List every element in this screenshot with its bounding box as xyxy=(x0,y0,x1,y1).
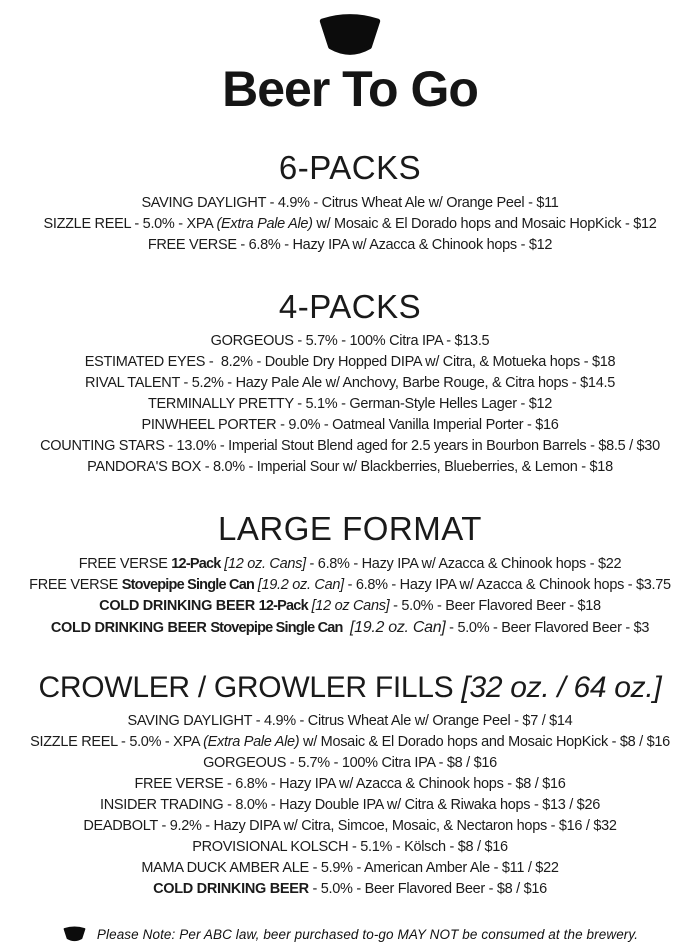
menu-item xyxy=(10,617,690,639)
menu-item-segment: FREE VERSE - 6.8% - Hazy IPA w/ Azacca & Chinook hops - $12 xyxy=(147,236,553,253)
menu-item-segment: - 6.8% - Hazy IPA w/ Azacca & Chinook hops - $3.75 xyxy=(343,576,671,593)
footer-note-text: Please Note: Per ABC law, beer purchased to-go MAY NOT be consumed at the brewery. xyxy=(96,926,639,942)
menu-item-segment: FREE VERSE xyxy=(78,555,172,572)
menu-item xyxy=(10,837,690,858)
menu-item-segment: GORGEOUS - 5.7% - 100% Citra IPA - $8 / $16 xyxy=(203,755,497,772)
menu-section-large-format xyxy=(10,511,690,639)
menu-item-segment: COLD DRINKING BEER xyxy=(99,597,255,614)
menu-item-segment: (Extra Pale Ale) xyxy=(216,215,313,232)
menu-item-segment: 12-Pack xyxy=(258,597,308,614)
menu-item-segment: SIZZLE REEL - 5.0% - XPA xyxy=(43,215,217,232)
menu-header xyxy=(10,10,690,117)
menu-item-segment: TERMINALLY PRETTY - 5.1% - German-Style Helles Lager - $12 xyxy=(147,396,553,413)
menu-item-segment: [12 oz. Cans] xyxy=(224,555,306,572)
cask-icon xyxy=(62,925,87,943)
page-title: Beer To Go xyxy=(222,61,478,117)
menu-item xyxy=(10,373,690,394)
menu-item-segment: INSIDER TRADING - 8.0% - Hazy Double IPA w/ Citra & Riwaka hops - $13 / $26 xyxy=(100,797,600,814)
menu-section-6-packs xyxy=(10,150,690,256)
menu-item-segment: COLD DRINKING BEER xyxy=(50,619,207,636)
menu-item-segment: SIZZLE REEL - 5.0% - XPA xyxy=(30,734,204,751)
menu-item-segment: [19.2 oz. Can] xyxy=(257,576,344,593)
menu-item xyxy=(10,753,690,774)
menu-item-segment: COLD DRINKING BEER xyxy=(153,881,309,898)
menu-item-segment: w/ Mosaic & El Dorado hops and Mosaic HopKick - $8 / $16 xyxy=(299,734,670,751)
menu-sections xyxy=(10,150,690,900)
menu-item-segment: COUNTING STARS - 13.0% - Imperial Stout Blend aged for 2.5 years in Bourbon Barrels - $8.5 / $30 xyxy=(40,438,660,455)
menu-item xyxy=(10,858,690,879)
menu-item-segment: - 5.0% - Beer Flavored Beer - $8 / $16 xyxy=(308,881,547,898)
menu-item-segment: SAVING DAYLIGHT - 4.9% - Citrus Wheat Ale w/ Orange Peel - $7 / $14 xyxy=(127,713,573,730)
menu-item xyxy=(10,214,690,235)
menu-item xyxy=(10,711,690,732)
section-heading-text: 6-PACKS xyxy=(278,149,422,186)
menu-item-segment: - 5.0% - Beer Flavored Beer - $3 xyxy=(445,619,650,636)
menu-item xyxy=(10,575,690,596)
menu-section-crowler-growler-fills xyxy=(10,672,690,900)
menu-item-segment: PANDORA'S BOX - 8.0% - Imperial Sour w/ Blackberries, Blueberries, & Lemon - $18 xyxy=(87,459,613,476)
menu-item-segment: [19.2 oz. Can] xyxy=(350,618,446,636)
menu-item xyxy=(10,732,690,753)
menu-item-segment: ESTIMATED EYES - 8.2% - Double Dry Hopped DIPA w/ Citra, & Motueka hops - $18 xyxy=(84,354,616,371)
section-heading xyxy=(10,511,690,547)
menu-item xyxy=(10,394,690,415)
menu-item-segment: 12-Pack xyxy=(171,555,221,572)
section-heading-text: 4-PACKS xyxy=(278,287,422,325)
menu-item-segment: Stovepipe Single Can xyxy=(210,619,343,636)
menu-item-segment: FREE VERSE xyxy=(29,576,122,593)
menu-item xyxy=(10,554,690,575)
section-heading-text: CROWLER / GROWLER FILLS xyxy=(38,670,454,704)
menu-item-segment: (Extra Pale Ale) xyxy=(203,734,300,751)
menu-section-4-packs xyxy=(10,289,690,479)
menu-item xyxy=(10,795,690,816)
menu-item-segment: w/ Mosaic & El Dorado hops and Mosaic HopKick - $12 xyxy=(312,215,657,232)
section-heading-note: [32 oz. / 64 oz.] xyxy=(453,670,662,704)
menu-item xyxy=(10,596,690,617)
section-heading xyxy=(10,289,690,325)
menu-item-segment xyxy=(343,620,350,636)
section-heading xyxy=(10,672,690,704)
menu-item-segment: DEADBOLT - 9.2% - Hazy DIPA w/ Citra, Simcoe, Mosaic, & Nectaron hops - $16 / $32 xyxy=(83,818,617,835)
menu-item-segment: - 6.8% - Hazy IPA w/ Azacca & Chinook hops - $22 xyxy=(305,555,622,572)
menu-item xyxy=(10,816,690,837)
menu-item-segment: PINWHEEL PORTER - 9.0% - Oatmeal Vanilla Imperial Porter - $16 xyxy=(141,417,559,434)
menu-item-segment: MAMA DUCK AMBER ALE - 5.9% - American Amber Ale - $11 / $22 xyxy=(141,860,559,877)
menu-item xyxy=(10,235,690,256)
menu-item xyxy=(10,331,690,352)
footer-note xyxy=(10,925,690,943)
menu-item-segment: GORGEOUS - 5.7% - 100% Citra IPA - $13.5 xyxy=(210,333,490,350)
menu-item-segment: Stovepipe Single Can xyxy=(121,576,255,593)
menu-item xyxy=(10,774,690,795)
menu-item-segment: SAVING DAYLIGHT - 4.9% - Citrus Wheat Ale w/ Orange Peel - $11 xyxy=(141,194,559,211)
menu-item xyxy=(10,352,690,373)
menu-item xyxy=(10,193,690,214)
menu-item xyxy=(10,436,690,457)
menu-item-segment: [12 oz Cans] xyxy=(311,597,390,614)
menu-item xyxy=(10,457,690,478)
section-heading-text: LARGE FORMAT xyxy=(218,510,482,548)
section-heading xyxy=(10,150,690,186)
menu-item xyxy=(10,879,690,900)
menu-item-segment: FREE VERSE - 6.8% - Hazy IPA w/ Azacca & Chinook hops - $8 / $16 xyxy=(134,776,566,793)
cask-icon xyxy=(314,10,386,60)
menu-item-segment: PROVISIONAL KOLSCH - 5.1% - Kölsch - $8 / $16 xyxy=(192,839,508,856)
menu-item-segment: RIVAL TALENT - 5.2% - Hazy Pale Ale w/ Anchovy, Barbe Rouge, & Citra hops - $14.5 xyxy=(85,375,615,392)
menu-item-segment: - 5.0% - Beer Flavored Beer - $18 xyxy=(389,597,601,614)
menu-item xyxy=(10,415,690,436)
